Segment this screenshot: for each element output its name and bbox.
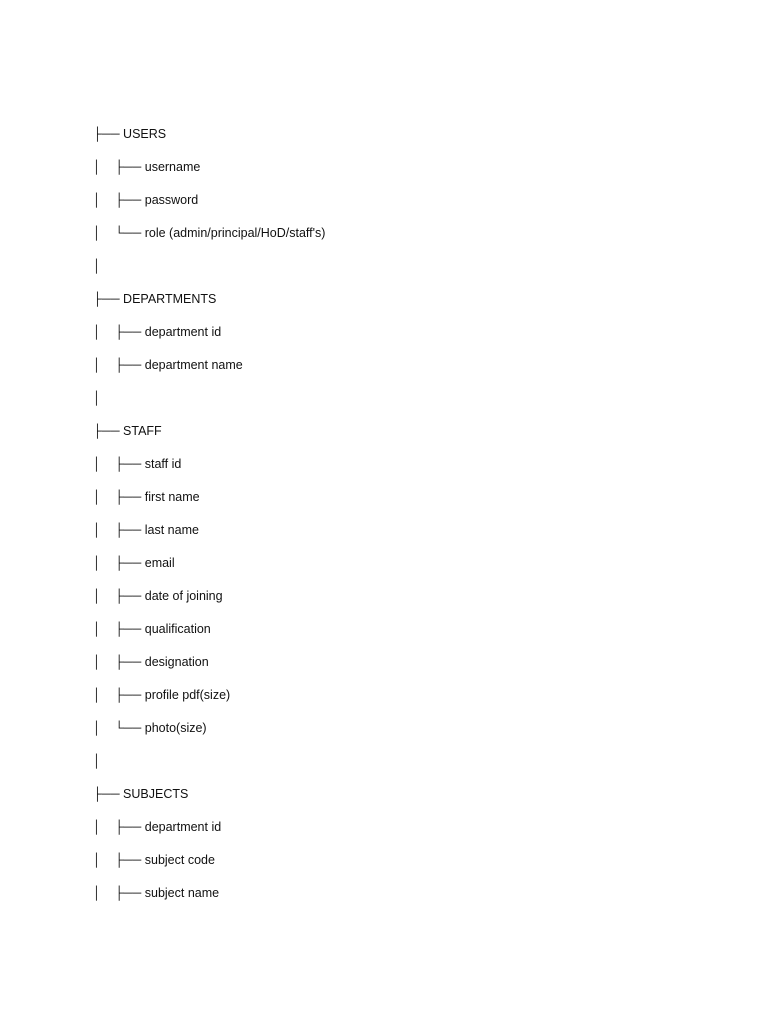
tree-line-text: ├── DEPARTMENTS [93, 292, 217, 306]
tree-line-text: │ ├── last name [93, 523, 199, 537]
tree-line-text: │ ├── date of joining [93, 589, 223, 603]
tree-line-text: │ ├── subject name [93, 886, 220, 900]
tree-line-text: │ ├── department id [93, 325, 222, 339]
tree-line-text: │ ├── profile pdf(size) [93, 688, 231, 702]
tree-line-profile-pdf [93, 679, 728, 712]
tree-line-spacer [93, 745, 728, 778]
tree-line-subject-name [93, 877, 728, 910]
tree-line-password [93, 184, 728, 217]
tree-line-text: │ ├── qualification [93, 622, 211, 636]
tree-line-role [93, 217, 728, 250]
tree-line-text: │ ├── staff id [93, 457, 182, 471]
tree-line-text: │ ├── password [93, 193, 199, 207]
tree-line-text: │ [93, 391, 101, 405]
tree-line-text: ├── SUBJECTS [93, 787, 189, 801]
tree-line-text: ├── USERS [93, 127, 167, 141]
tree-line-qualification [93, 613, 728, 646]
tree-line-text: │ ├── first name [93, 490, 200, 504]
tree-line-subject-code [93, 844, 728, 877]
tree-line-department-id [93, 316, 728, 349]
tree-line-staff [93, 415, 728, 448]
tree-line-photo [93, 712, 728, 745]
tree-line-email [93, 547, 728, 580]
tree-line-subject-department-id [93, 811, 728, 844]
tree-line-departments [93, 283, 728, 316]
document-page [93, 118, 728, 910]
tree-line-date-of-joining [93, 580, 728, 613]
tree-line-subjects [93, 778, 728, 811]
tree-line-text: │ ├── email [93, 556, 175, 570]
tree-line-text: │ [93, 259, 101, 273]
tree-line-spacer [93, 250, 728, 283]
tree-line-text: ├── STAFF [93, 424, 162, 438]
tree-line-spacer [93, 382, 728, 415]
tree-line-department-name [93, 349, 728, 382]
tree-line-last-name [93, 514, 728, 547]
tree-line-first-name [93, 481, 728, 514]
tree-line-text: │ ├── department name [93, 358, 243, 372]
tree-line-text: │ [93, 754, 101, 768]
tree-line-users [93, 118, 728, 151]
tree-line-staff-id [93, 448, 728, 481]
tree-line-username [93, 151, 728, 184]
tree-line-text: │ ├── username [93, 160, 201, 174]
tree-line-text: │ └── photo(size) [93, 721, 207, 735]
tree-line-text: │ ├── subject code [93, 853, 215, 867]
tree-line-text: │ ├── designation [93, 655, 209, 669]
tree-line-designation [93, 646, 728, 679]
tree-line-text: │ ├── department id [93, 820, 222, 834]
tree-line-text: │ └── role (admin/principal/HoD/staff's) [93, 226, 326, 240]
